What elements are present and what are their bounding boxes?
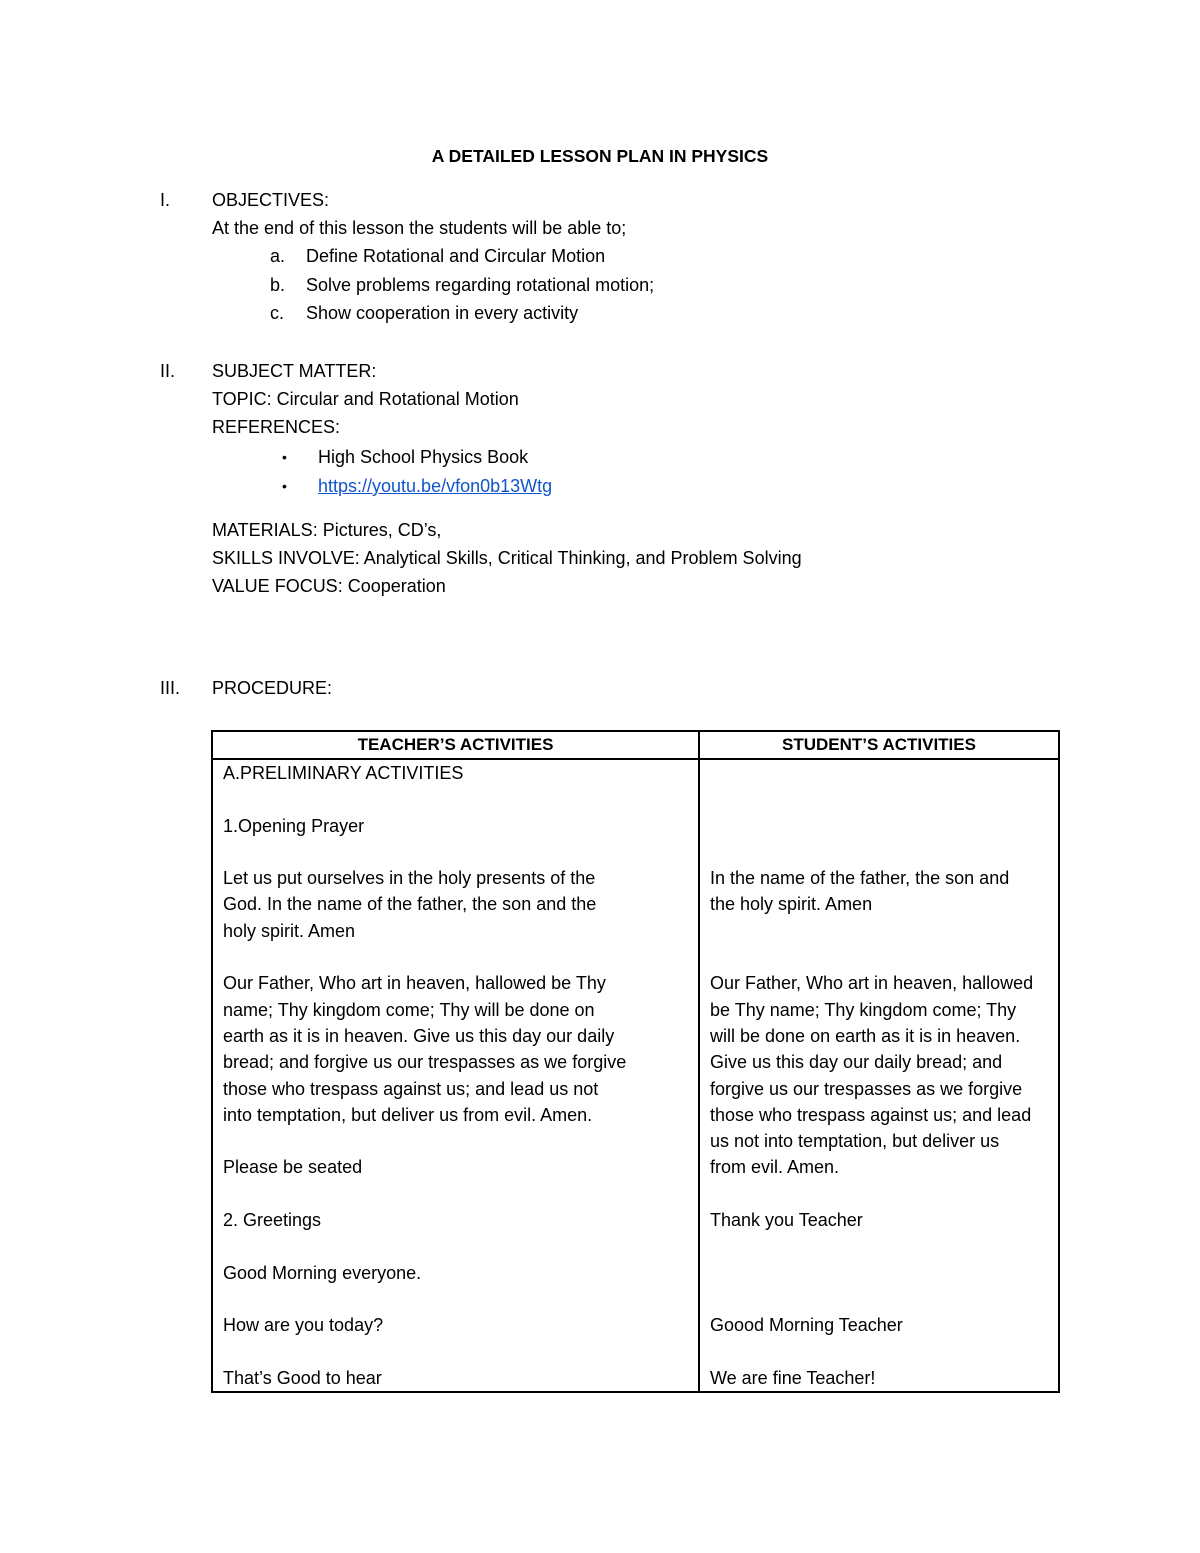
student-activity-line: We are fine Teacher! <box>710 1367 876 1388</box>
header-student-activities: STUDENT’S ACTIVITIES <box>699 731 1059 759</box>
teacher-activity-line: That’s Good to hear <box>223 1367 382 1388</box>
student-activity-line: those who trespass against us; and lead <box>710 1104 1032 1125</box>
references-label: REFERENCES: <box>212 417 341 437</box>
student-activity-line: the holy spirit. Amen <box>710 894 873 915</box>
objective-item: Show cooperation in every activity <box>306 303 579 323</box>
teacher-activity-line <box>223 1286 688 1312</box>
student-activity-line <box>710 1260 1048 1286</box>
student-activity-line <box>710 760 1048 786</box>
student-activity-line <box>710 813 1048 839</box>
skills-line: SKILLS INVOLVE: Analytical Skills, Critical Thinking, and Problem Solving <box>212 548 802 568</box>
student-activity-line <box>710 839 1048 865</box>
student-activity-line: Give us this day our daily bread; and <box>710 1052 1003 1073</box>
teacher-activity-line: Our Father, Who art in heaven, hallowed be Thy <box>223 973 606 994</box>
materials-line: MATERIALS: Pictures, CD’s, <box>212 520 442 540</box>
teacher-activity-line <box>223 839 688 865</box>
value-focus-line: VALUE FOCUS: Cooperation <box>212 576 446 596</box>
page-title: A DETAILED LESSON PLAN IN PHYSICS <box>431 146 769 166</box>
teacher-activity-line: name; Thy kingdom come; Thy will be done on <box>223 999 595 1020</box>
teacher-activity-line: bread; and forgive us our trespasses as we forgive <box>223 1052 627 1073</box>
teacher-activity-line: God. In the name of the father, the son and the <box>223 894 597 915</box>
section-number-subject-matter: II. <box>160 361 176 381</box>
teacher-activity-line: earth as it is in heaven. Give us this day our daily <box>223 1025 615 1046</box>
teacher-activity-line <box>223 1128 688 1154</box>
table-row <box>212 759 1059 1392</box>
teacher-activity-line: How are you today? <box>223 1315 384 1336</box>
teacher-activity-line: Please be seated <box>223 1157 363 1178</box>
student-activity-line <box>710 918 1048 944</box>
teacher-activity-line: Good Morning everyone. <box>223 1262 422 1283</box>
student-activity-line <box>710 944 1048 970</box>
teacher-activity-line <box>223 1339 688 1365</box>
teacher-activity-line <box>223 1233 688 1259</box>
teacher-activity-line <box>223 1181 688 1207</box>
teacher-activity-line: 2. Greetings <box>223 1210 322 1231</box>
teacher-activity-line: Let us put ourselves in the holy presents of the <box>223 868 596 889</box>
teacher-activity-line: those who trespass against us; and lead us not <box>223 1078 599 1099</box>
objective-item: Define Rotational and Circular Motion <box>306 246 606 266</box>
bullet-icon: • <box>282 478 287 494</box>
student-activity-line: be Thy name; Thy kingdom come; Thy <box>710 999 1017 1020</box>
teacher-activity-line: A.PRELIMINARY ACTIVITIES <box>223 763 464 783</box>
topic-line: TOPIC: Circular and Rotational Motion <box>212 389 519 409</box>
student-activities-cell <box>699 759 1059 1392</box>
reference-link[interactable]: https://youtu.be/vfon0b13Wtg <box>318 476 553 496</box>
bullet-icon: • <box>282 449 287 465</box>
section-heading-procedure: PROCEDURE: <box>212 678 333 698</box>
teacher-activity-line: holy spirit. Amen <box>223 920 356 941</box>
teacher-activity-line <box>223 786 688 812</box>
section-number-objectives: I. <box>160 190 171 210</box>
student-activity-line: forgive us our trespasses as we forgive <box>710 1078 1023 1099</box>
table-header-row <box>212 731 1059 759</box>
section-heading-objectives: OBJECTIVES: <box>212 190 330 210</box>
reference-item: High School Physics Book <box>318 447 529 467</box>
teacher-activity-line: 1.Opening Prayer <box>223 815 365 836</box>
objectives-intro: At the end of this lesson the students will be able to; <box>212 218 627 238</box>
section-number-procedure: III. <box>160 678 181 698</box>
student-activity-line <box>710 1339 1048 1365</box>
student-activity-line <box>710 1286 1048 1312</box>
student-activity-line: from evil. Amen. <box>710 1157 840 1178</box>
student-activity-line: Our Father, Who art in heaven, hallowed <box>710 973 1034 994</box>
teacher-activities-cell <box>212 759 699 1392</box>
objective-letter: b. <box>270 275 286 295</box>
student-activity-line: Goood Morning Teacher <box>710 1315 903 1336</box>
student-activity-line <box>710 1233 1048 1259</box>
activities-table <box>211 730 1060 1393</box>
objective-letter: a. <box>270 246 286 266</box>
header-teacher-activities: TEACHER’S ACTIVITIES <box>212 731 699 759</box>
objective-item: Solve problems regarding rotational motion; <box>306 275 655 295</box>
objective-letter: c. <box>270 303 285 323</box>
teacher-activity-line: into temptation, but deliver us from evil. Amen. <box>223 1104 593 1125</box>
teacher-activity-line <box>223 944 688 970</box>
student-activity-line: will be done on earth as it is in heaven. <box>710 1025 1021 1046</box>
student-activity-line <box>710 1181 1048 1207</box>
student-activity-line <box>710 786 1048 812</box>
student-activity-line: In the name of the father, the son and <box>710 868 1010 889</box>
student-activity-line: us not into temptation, but deliver us <box>710 1131 1000 1152</box>
student-activity-line: Thank you Teacher <box>710 1210 863 1231</box>
section-heading-subject-matter: SUBJECT MATTER: <box>212 361 377 381</box>
